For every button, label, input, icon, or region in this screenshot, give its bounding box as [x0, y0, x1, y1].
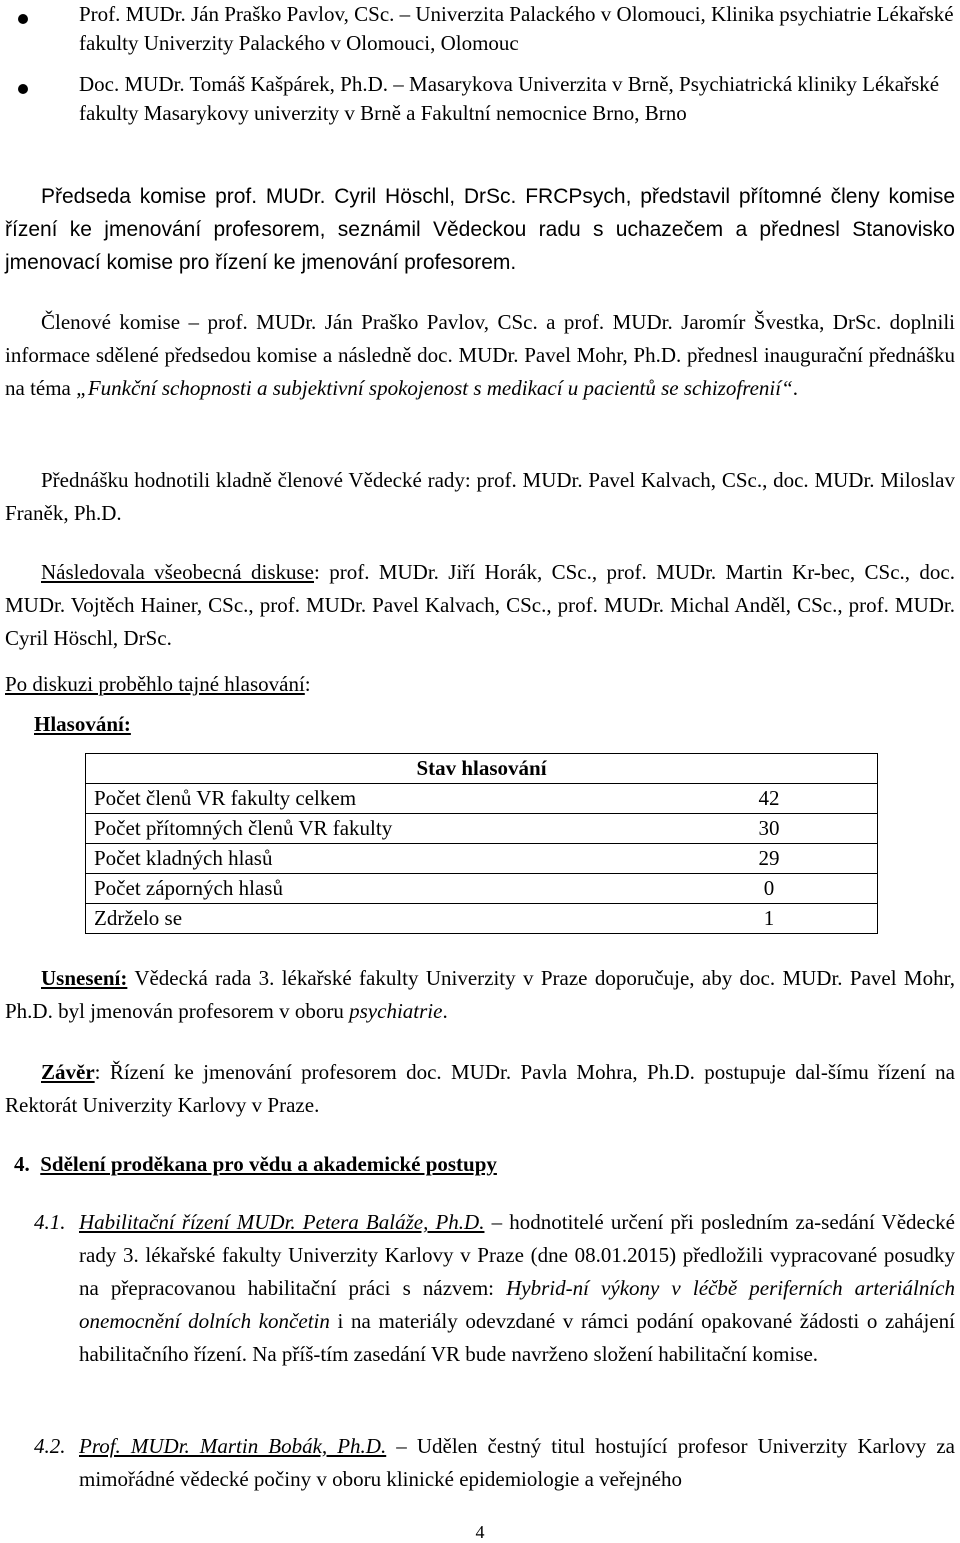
resolution-text: Vědecká rada 3. lékařské fakulty Univerzity v Praze doporučuje, aby doc. MUDr. Pavel Mohr, Ph.D. byl jmenován profesorem v oboru [5, 966, 955, 1023]
bullet-dot [18, 84, 28, 94]
table-cell-label: Počet členů VR fakulty celkem [86, 784, 662, 814]
item-4-2-text: – Udělen čestný titul hostující profesor Univerzity Karlovy za mimořádné vědecké počiny v oboru klinické epidemiologie a veřejného [79, 1434, 955, 1491]
table-cell-label: Zdrželo se [86, 904, 662, 934]
vote-table [85, 753, 878, 934]
page-number: 4 [475, 1522, 485, 1542]
item-number: 4.1. [34, 1210, 66, 1234]
section-heading [14, 1148, 955, 1181]
section-title: Sdělení proděkana pro vědu a akademické postupy [40, 1152, 497, 1176]
table-row [86, 904, 878, 934]
resolution-field: psychiatrie [349, 999, 443, 1023]
conclusion-text: : Řízení ke jmenování profesorem doc. MUDr. Pavla Mohra, Ph.D. postupuje dal-šímu řízení na Rektorát Univerzity Karlovy v Praze. [5, 1060, 955, 1117]
secret-vote-label: Po diskuzi proběhlo tajné hlasování [5, 672, 305, 696]
item-4-1-paragraph [79, 1206, 955, 1371]
conclusion-label: Závěr [41, 1060, 95, 1084]
table-row [86, 814, 878, 844]
chair-paragraph [5, 180, 955, 279]
table-cell-value: 1 [661, 904, 878, 934]
table-cell-label: Počet přítomných členů VR fakulty [86, 814, 662, 844]
item-number: 4.2. [34, 1434, 66, 1458]
table-cell-value: 30 [661, 814, 878, 844]
table-row [86, 874, 878, 904]
table-cell-value: 0 [661, 874, 878, 904]
chair-text: Předseda komise prof. MUDr. Cyril Höschl, DrSc. FRCPsych, představil přítomné členy komise řízení ke jmenování profesorem, seznámil Vědeckou radu s uchazečem a přednesl Stanovisko jmenovací komise pro řízení ke jmenování profesorem. [5, 185, 955, 274]
resolution-end: . [442, 999, 448, 1023]
lecture-title: „Funkční schopnosti a subjektivní spokojenost s medikací u pacientů se schizofrenií“ [76, 376, 793, 400]
table-cell-label: Počet kladných hlasů [86, 844, 662, 874]
bullet-item: Prof. MUDr. Ján Praško Pavlov, CSc. – Univerzita Palackého v Olomouci, Klinika psychiatrie Lékařské fakulty Univerzity Palackého v Olomouci, Olomouc [79, 2, 954, 55]
table-cell-label: Počet záporných hlasů [86, 874, 662, 904]
members-text: Členové komise – prof. MUDr. Ján Praško Pavlov, CSc. a prof. MUDr. Jaromír Švestka, DrSc. doplnili informace sdělené předsedou komise a následně doc. MUDr. Pavel Mohr, Ph.D. přednesl inaugurační přednášku na téma [5, 310, 955, 400]
discussion-paragraph [5, 556, 955, 655]
section-number: 4. [14, 1152, 30, 1176]
item-4-2-name: Prof. MUDr. Martin Bobák, Ph.D. [79, 1434, 387, 1458]
voting-heading: Hlasování: [34, 712, 131, 736]
conclusion-paragraph [5, 1056, 955, 1122]
item-4-2-paragraph [79, 1430, 955, 1496]
discussion-text: : prof. MUDr. Jiří Horák, CSc., prof. MUDr. Martin Kr-bec, CSc., doc. MUDr. Vojtěch Hainer, CSc., prof. MUDr. Pavel Kalvach, CSc., prof. MUDr. Michal Anděl, CSc., prof. MUDr. Cyril Höschl, DrSc. [5, 560, 955, 650]
members-paragraph [5, 306, 955, 405]
item-4-1-text-end: i na materiály odevzdané v rámci podání opakované žádosti o zahájení habilitačního řízení. Na příš-tím zasedání VR bude navrženo složení habilitační komise. [79, 1309, 955, 1366]
table-cell-value: 29 [661, 844, 878, 874]
table-row [86, 844, 878, 874]
bullet-dot [18, 14, 28, 24]
table-cell-value: 42 [661, 784, 878, 814]
members-end: . [792, 376, 799, 400]
bullet-item: Doc. MUDr. Tomáš Kašpárek, Ph.D. – Masarykova Univerzita v Brně, Psychiatrická kliniky Lékařské fakulty Masarykovy univerzity v Brně a Fakultní nemocnice Brno, Brno [79, 72, 940, 125]
rated-paragraph: Přednášku hodnotili kladně členové Vědecké rady: prof. MUDr. Pavel Kalvach, CSc., doc. MUDr. Miloslav Franěk, Ph.D. [5, 468, 955, 525]
secret-vote-colon: : [304, 672, 311, 696]
resolution-paragraph [5, 962, 955, 1028]
table-header: Stav hlasování [86, 754, 878, 784]
item-4-1-text: – hodnotitelé určení při posledním za-sedání Vědecké rady 3. lékařské fakulty Univerzity Karlovy v Praze (dne 08.01.2015) předložili vypracované posudky na přepracovanou habilitační práci s názvem: [79, 1210, 955, 1300]
secret-vote-line [5, 668, 955, 701]
resolution-label: Usnesení: [41, 966, 128, 990]
table-header-row [86, 754, 878, 784]
table-row [86, 784, 878, 814]
thesis-title: Hybrid-ní výkony v léčbě periferních arteriálních onemocnění dolních končetin [79, 1276, 955, 1333]
item-4-1-title: Habilitační řízení MUDr. Petera Baláže, Ph.D. [79, 1210, 485, 1234]
discussion-label: Následovala všeobecná diskuse [41, 560, 314, 584]
